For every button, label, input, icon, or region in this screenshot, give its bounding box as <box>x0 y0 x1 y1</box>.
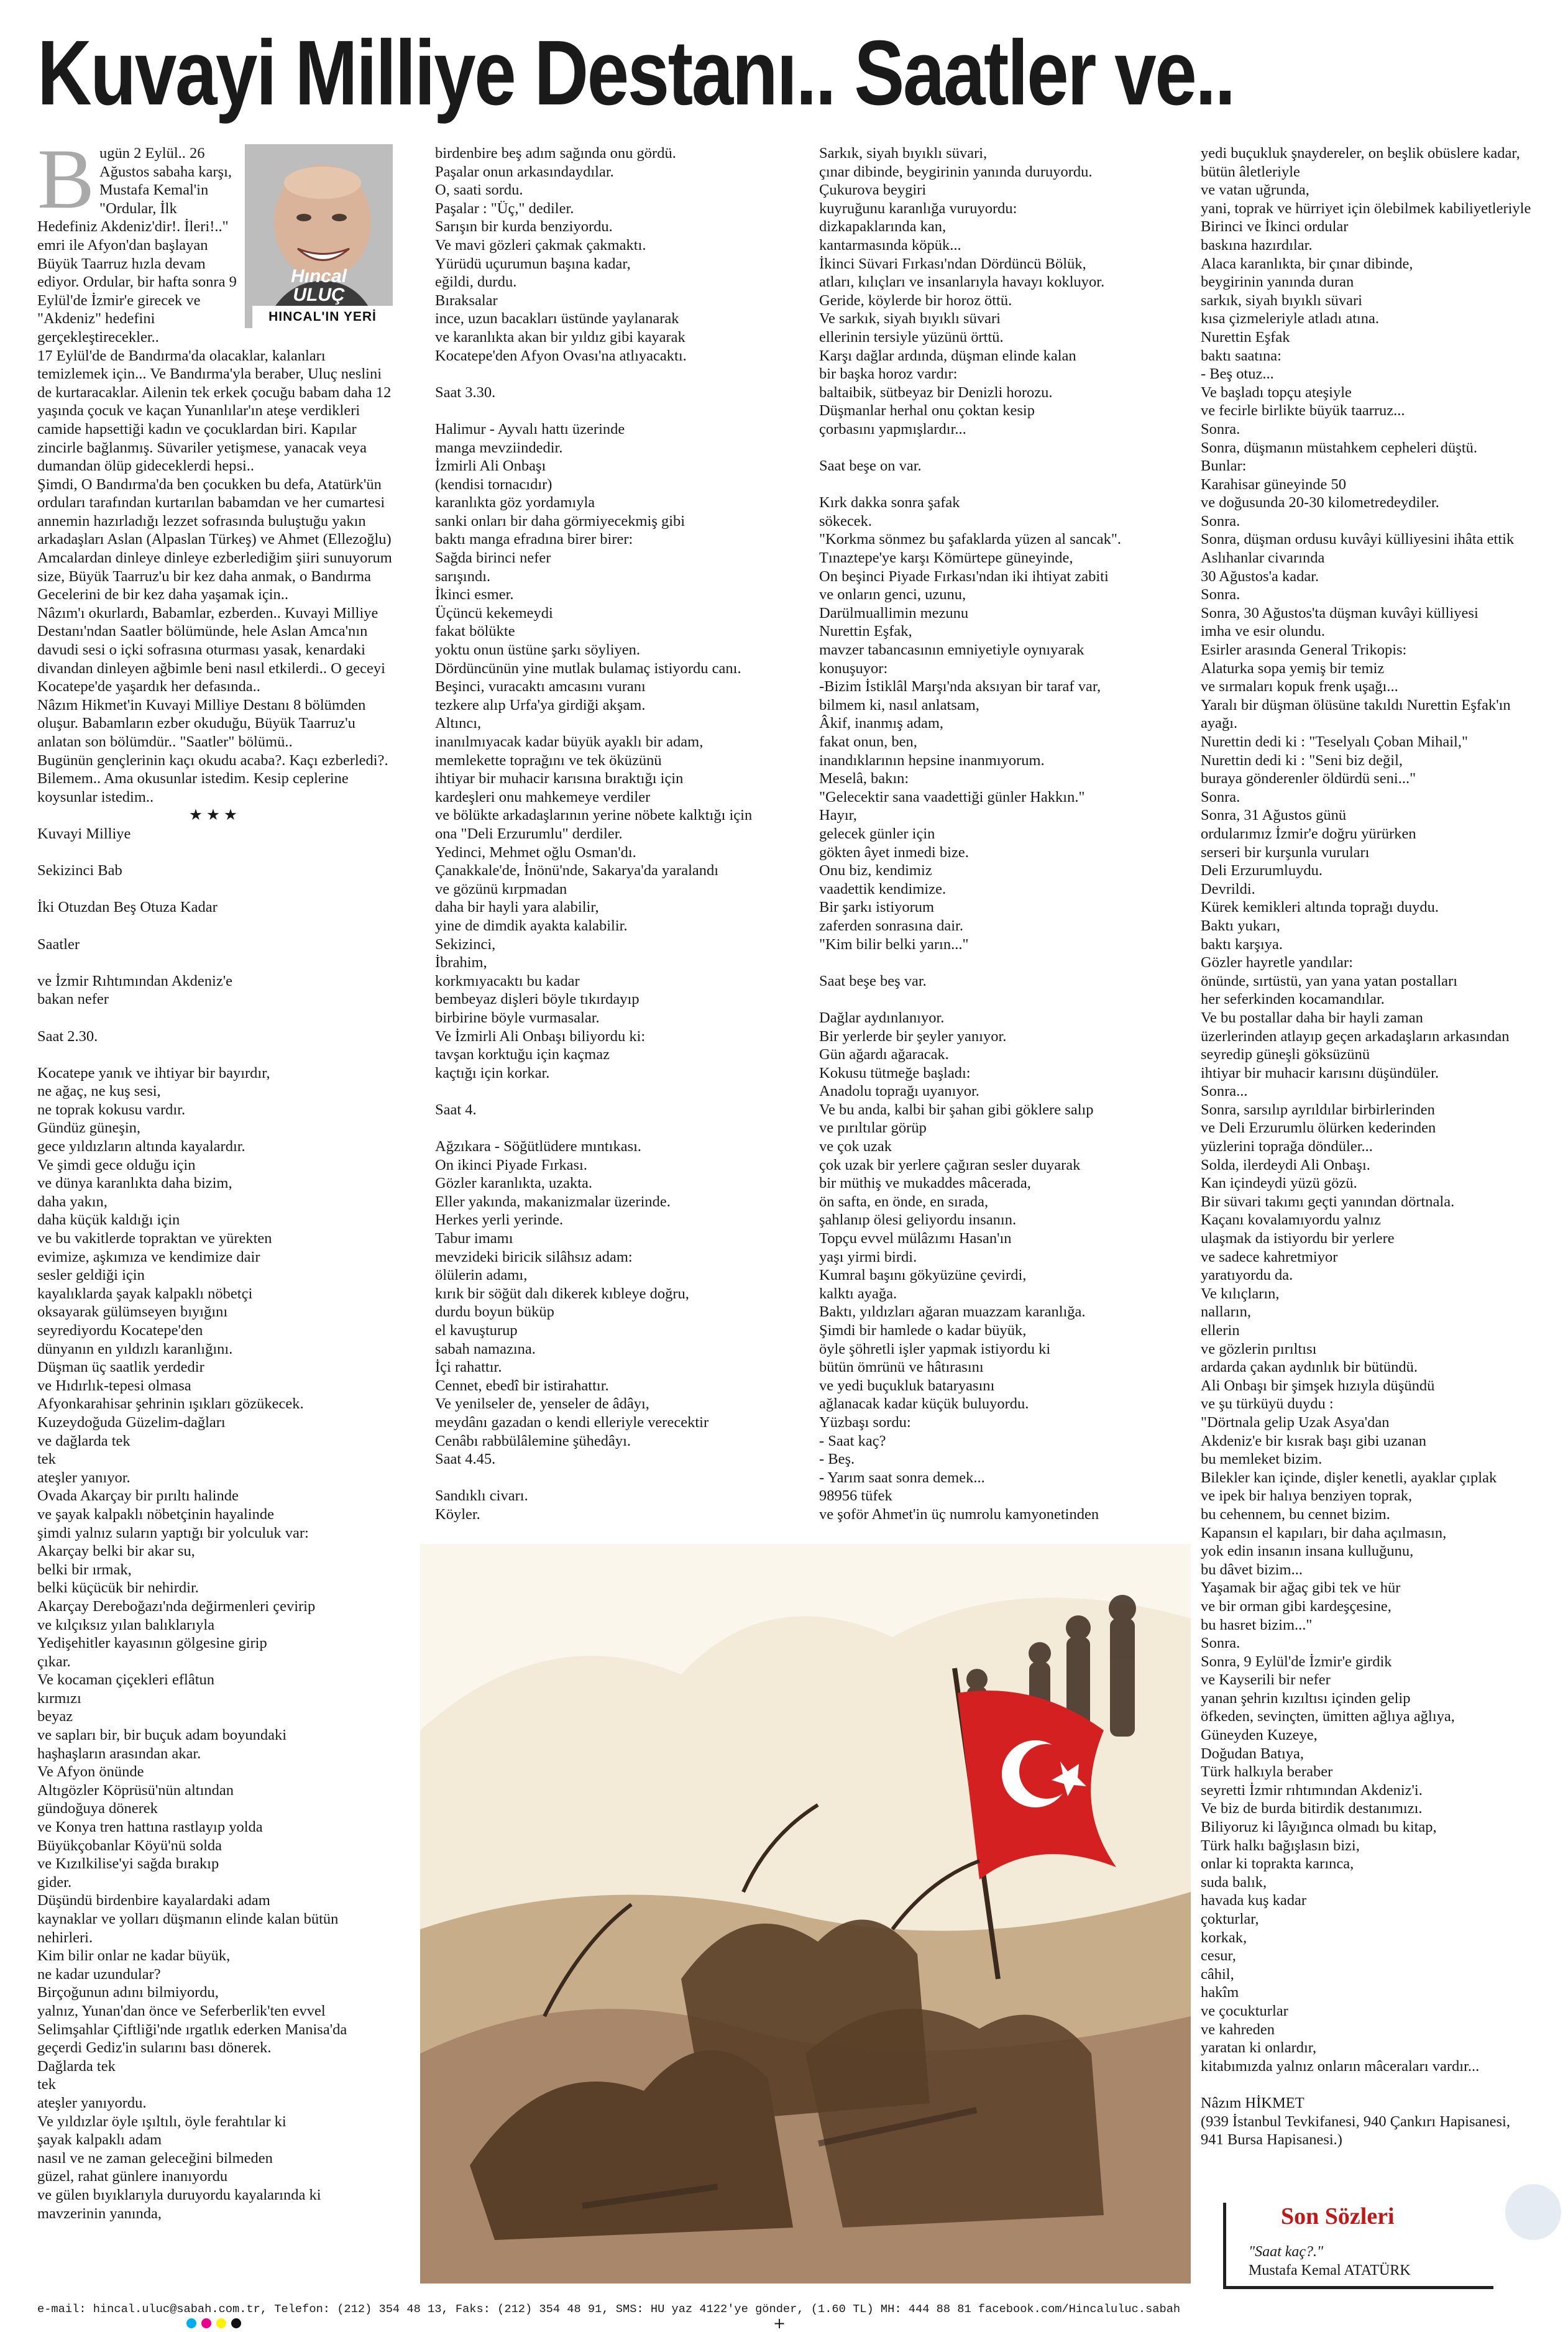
last-words-author: Mustafa Kemal ATATÜRK <box>1249 2262 1411 2279</box>
yellow-mark-icon <box>216 2318 226 2328</box>
battle-illustration <box>420 1544 1191 2284</box>
last-words-title: Son Sözleri <box>1281 2203 1395 2229</box>
section-divider: ★★★ <box>189 807 241 824</box>
intro-paragraph: ugün 2 Eylül.. 26 Ağustos sabaha karşı, Mustafa Kemal'in "Ordular, İlk Hedefiniz Akdeniz'dir!. İleri!.." emri ile Afyon'dan başlayan Büyük Taarruz hızla devam ediyor. Ordular, bir hafta sonra 9 Eylül'de İzmir'e girecek ve "Akdeniz" hedefini gerçekleştirecekler.. <box>37 145 237 346</box>
cyan-mark-icon <box>186 2318 196 2328</box>
poem-part-1: Kuvayi Milliye Sekizinci Bab İki Otuzdan Beş Otuza Kadar Saatler ve İzmir Rıhtımından Akdeniz'e bakan nefer Saat 2.30. Kocatepe yanık ve ihtiyar bir bayırdır, ne ağaç, ne kuş sesi, ne toprak kokusu vardır. Gündüz güneşin, gece yıldızların altında kayalardır. Ve şimdi gece olduğu için ve dünya karanlıkta daha bizim, daha yakın, daha küçük kaldığı için ve bu vakitlerde topraktan ve yürekten evimize, aşkımıza ve kendimize dair sesler geldiği için kayalıklarda şayak kalpaklı nöbetçi oksayarak gülümseyen bıyığını seyrediyordu Kocatepe'den dünyanın en yıldızlı karanlığını. Düşman üç saatlik yerdedir ve Hıdırlık-tepesi olmasa Afyonkarahisar şehrinin ışıkları gözükecek. Kuzeydoğuda Güzelim-dağları ve dağlarda tek tek ateşler yanıyor. Ovada Akarçay bir pırıltı halinde ve şayak kalpaklı nöbetçinin hayalinde şimdi yalnız suların yaptığı bir yolculuk var: Akarçay belki bir akar su, belki bir ırmak, belki küçücük bir nehirdir. Akarçay Dereboğazı'nda değirmenleri çevirip ve kılçıksız yılan balıklarıyla Yedişehitler kayasının gölgesine girip çıkar. Ve kocaman çiçekleri eflâtun kırmızı beyaz ve sapları bir, bir buçuk adam boyundaki haşhaşların arasından akar. Ve Afyon önünde Altıgözler Köprüsü'nün altından gündoğuya dönerek ve Konya tren hattına rastlayıp yolda Büyükçobanlar Köyü'nü solda ve Kızılkilise'yi sağda bırakıp gider. Düşündü birdenbire kayalardaki adam kaynaklar ve yolları düşmanın elinde kalan bütün nehirleri. Kim bilir onlar ne kadar büyük, ne kadar uzundular? Birçoğunun adını bilmiyordu, yalnız, Yunan'dan önce ve Seferberlik'ten evvel Selimşahlar Çiftliği'nde ırgatlık ederken Manisa'da geçerdi Gediz'in sularını bası dönerek. Dağlarda tek tek ateşler yanıyordu. Ve yıldızlar öyle ışıltılı, öyle ferahtılar ki şayak kalpaklı adam nasıl ve ne zaman geleceğini bilmeden güzel, rahat günlere inanıyordu ve gülen bıyıklarıyla duruyordu kayalarında ki mavzerinin yanında, <box>37 825 347 2222</box>
dropcap: B <box>37 131 95 226</box>
poem-part-4: yedi buçukluk şnaydereler, on beşlik obüslere kadar, bütün âletleriyle ve vatan uğrunda, yani, toprak ve hürriyet için ölebilmek kabiliyetleriyle Birinci ve İkinci ordular baskına hazırdılar. Alaca karanlıkta, bir çınar dibinde, beygirinin yanında duran sarkık, siyah bıyıklı süvari kısa çizmeleriyle atladı atına. Nurettin Eşfak baktı saatına: - Beş otuz... Ve başladı topçu ateşiyle ve fecirle birlikte büyük taarruz... Sonra. Sonra, düşmanın müstahkem cepheleri düştü. Bunlar: Karahisar güneyinde 50 ve doğusunda 20-30 kilometredeydiler. Sonra. Sonra, düşman ordusu kuvâyi külliyesini ihâta ettik Aslıhanlar civarında 30 Ağustos'a kadar. Sonra. Sonra, 30 Ağustos'ta düşman kuvâyi külliyesi imha ve esir olundu. Esirler arasında General Trikopis: Alaturka sopa yemiş bir temiz ve sırmaları kopuk frenk uşağı... Yaralı bir düşman ölüsüne takıldı Nurettin Eşfak'ın ayağı. Nurettin dedi ki : "Teselyalı Çoban Mihail," Nurettin dedi ki : "Seni biz değil, buraya gönderenler öldürdü seni..." Sonra. Sonra, 31 Ağustos günü ordularımız İzmir'e doğru yürürken serseri bir kurşunla vuruları Deli Erzurumluydu. Devrildi. Kürek kemikleri altında toprağı duydu. Baktı yukarı, baktı karşıya. Gözler hayretle yandılar: önünde, sırtüstü, yan yana yatan postalları her seferkinden kocamandılar. Ve bu postallar daha bir hayli zaman üzerlerinden atlayıp geçen arkadaşların arkasından seyredip güneşli göksüzünü ihtiyar bir muhacir karısını düşündüler. Sonra... Sonra, sarsılıp ayrıldılar birbirlerinden ve Deli Erzurumlu ölürken kederinden yüzlerini toprağa döndüler... Solda, ilerdeydi Ali Onbaşı. Kan içindeydi yüzü gözü. Bir süvari takımı geçti yanından dörtnala. Kaçanı kovalamıyordu yalnız ulaşmak da istiyordu bir yerlere ve sadece kahretmiyor yaratıyordu da. Ve kılıçların, nalların, ellerin ve gözlerin pırıltısı ardarda çakan aydınlık bir bütündü. Ali Onbaşı bir şimşek hızıyla düşündü ve şu türküyü duydu : "Dörtnala gelip Uzak Asya'dan Akdeniz'e bir kısrak başı gibi uzanan bu memleket bizim. Bilekler kan içinde, dişler kenetli, ayaklar çıplak ve ipek bir halıya benziyen toprak, bu cehennem, bu cennet bizim. Kapansın el kapıları, bir daha açılmasın, yok edin insanın insana kulluğunu, bu dâvet bizim... Yaşamak bir ağaç gibi tek ve hür ve bir orman gibi kardeşçesine, bu hasret bizim..." Sonra. Sonra, 9 Eylül'de İzmir'e girdik ve Kayserili bir nefer yanan şehrin kızıltısı içinden gelip öfkeden, sevinçten, ümitten ağlıya ağlıya, Güneyden Kuzeye, Doğudan Batıya, Türk halkıyla beraber seyretti İzmir rıhtımından Akdeniz'i. Ve biz de burda bitirdik destanımızı. Biliyoruz ki lâyığınca olmadı bu kitap, Türk halkı bağışlasın bizi, onlar ki toprakta karınca, suda balık, havada kuş kadar çokturlar, korkak, cesur, câhil, hakîm ve çocukturlar ve kahreden yaratan ki onlardır, kitabımızda yalnız onların mâceraları vardır... Nâzım HİKMET (939 İstanbul Tevkifanesi, 940 Çankırı Hapisanesi, 941 Bursa Hapisanesi.) <box>1201 145 1531 2149</box>
column-tag: HINCAL'IN YERİ <box>252 306 393 328</box>
contact-footer: e-mail: hincal.uluc@sabah.com.tr, Telefon: (212) 354 48 13, Faks: (212) 354 48 91, SMS: HU yaz 4122'ye gönder, (1.60 TL) MH: 444 88 81 facebook.com/Hincaluluc.sabah <box>37 2302 1181 2316</box>
author-last-name: ULUÇ <box>293 285 345 305</box>
poem-part-2: birdenbire beş adım sağında onu gördü. Paşalar onun arkasındaydılar. O, saati sordu. Paşalar : "Üç," dediler. Sarışın bir kurda benziyordu. Ve mavi gözleri çakmak çakmaktı. Yürüdü uçurumun başına kadar, eğildi, durdu. Bıraksalar ince, uzun bacakları üstünde yaylanarak ve karanlıkta akan bir yıldız gibi kayarak Kocatepe'den Afyon Ovası'na atlıyacaktı. Saat 3.30. Halimur - Ayvalı hattı üzerinde manga mevziindedir. İzmirli Ali Onbaşı (kendisi tornacıdır) karanlıkta göz yordamıyla sanki onları bir daha görmiyecekmiş gibi baktı manga efradına birer birer: Sağda birinci nefer sarışındı. İkinci esmer. Üçüncü kekemeydi fakat bölükte yoktu onun üstüne şarkı söyliyen. Dördüncünün yine mutlak bulamaç istiyordu canı. Beşinci, vuracaktı amcasını vuranı tezkere alıp Urfa'ya girdiği akşam. Altıncı, inanılmıyacak kadar büyük ayaklı bir adam, memlekette toprağını ve tek öküzünü ihtiyar bir muhacir karısına bıraktığı için kardeşleri onu mahkemeye verdiler ve bölükte arkadaşlarının yerine nöbete kalktığı için ona "Deli Erzurumlu" derdiler. Yedinci, Mehmet oğlu Osman'dı. Çanakkale'de, İnönü'nde, Sakarya'da yaralandı ve gözünü kırpmadan daha bir hayli yara alabilir, yine de dimdik ayakta kalabilir. Sekizinci, İbrahim, korkmıyacaktı bu kadar bembeyaz dişleri böyle tıkırdayıp birbirine böyle vurmasalar. Ve İzmirli Ali Onbaşı biliyordu ki: tavşan korktuğu için kaçmaz kaçtığı için korkar. Saat 4. Ağzıkara - Söğütlüdere mıntıkası. On ikinci Piyade Fırkası. Gözler karanlıkta, uzakta. Eller yakında, makanizmalar üzerinde. Herkes yerli yerinde. Tabur imamı mevzideki biricik silâhsız adam: ölülerin adamı, kırık bir söğüt dalı dikerek kıbleye doğru, durdu boyun büküp el kavuşturup sabah namazına. İçi rahattır. Cennet, ebedî bir istirahattır. Ve yenilseler de, yenseler de âdâyı, meydânı gazadan o kendi elleriyle verecektir Cenâbı rabbülâlemine şühedâyı. Saat 4.45. Sandıklı civarı. Köyler. <box>435 145 753 1523</box>
poem-part-3: Sarkık, siyah bıyıklı süvari, çınar dibinde, beygirinin yanında duruyordu. Çukurova beygiri kuyruğunu karanlığa vuruyordu: dizkapaklarında kan, kantarmasında köpük... İkinci Süvari Fırkası'ndan Dördüncü Bölük, atları, kılıçları ve insanlarıyla havayı kokluyor. Geride, köylerde bir horoz öttü. Ve sarkık, siyah bıyıklı süvari ellerinin tersiyle yüzünü örttü. Karşı dağlar ardında, düşman elinde kalan bir başka horoz vardır: baltaibik, sütbeyaz bir Denizli horozu. Düşmanlar herhal onu çoktan kesip çorbasını yapmışlardır... Saat beşe on var. Kırk dakka sonra şafak sökecek. "Korkma sönmez bu şafaklarda yüzen al sancak". Tınaztepe'ye karşı Kömürtepe güneyinde, On beşinci Piyade Fırkası'ndan iki ihtiyat zabiti ve onların genci, uzunu, Darülmuallimin mezunu Nurettin Eşfak, mavzer tabancasının emniyetiyle oynıyarak konuşuyor: -Bizim İstiklâl Marşı'nda aksıyan bir taraf var, bilmem ki, nasıl anlatsam, Âkif, inanmış adam, fakat onun, ben, inandıklarının hepsine inanmıyorum. Meselâ, bakın: "Gelecektir sana vaadettiği günler Hakkın." Hayır, gelecek günler için gökten âyet inmedi bize. Onu biz, kendimiz vaadettik kendimize. Bir şarkı istiyorum zaferden sonrasına dair. "Kim bilir belki yarın..." Saat beşe beş var. Dağlar aydınlanıyor. Bir yerlerde bir şeyler yanıyor. Gün ağardı ağaracak. Kokusu tütmeğe başladı: Anadolu toprağı uyanıyor. Ve bu anda, kalbi bir şahan gibi göklere salıp ve pırıltılar görüp ve çok uzak çok uzak bir yerlere çağıran sesler duyarak bir müthiş ve mukaddes mâcerada, ön safta, en önde, en sırada, şahlanıp ölesi geliyordu insanın. Topçu evvel mülâzımı Hasan'ın yaşı yirmi birdi. Kumral başını gökyüzüne çevirdi, kalktı ayağa. Baktı, yıldızları ağaran muazzam karanlığa. Şimdi bir hamlede o kadar büyük, öyle şöhretli işler yapmak istiyordu ki bütün ömrünü ve hâtırasını ve yedi buçukluk bataryasını ağlanacak kadar küçük buluyordu. Yüzbaşı sordu: - Saat kaç? - Beş. - Yarım saat sonra demek... 98956 tüfek ve şoför Ahmet'in üç numrolu kamyonetinden <box>819 145 1121 1523</box>
crop-cross-icon: + <box>773 2315 786 2332</box>
last-words-quote: "Saat kaç?." <box>1249 2244 1324 2260</box>
article-column-3 <box>819 144 1183 1524</box>
article-column-4 <box>1201 144 1536 2149</box>
article-column-2 <box>435 144 802 1524</box>
intro-body: 17 Eylül'de de Bandırma'da olacaklar, kalanları temizlemek için... Ve Bandırma'yla beraber, Uluç neslini de kurtaracaklar. Ailenin tek erkek çocuğu babam daha 12 yaşında çocuk ve kaçan Yunanlılar'ın ateşe verdikleri camide hapsettiği kadın ve çocuklardan biri. Kapılar zincirle bağlanmış. Süvariler yetişmese, yanacak veya dumandan ölüp gideceklerdi hepsi.. Şimdi, O Bandırma'da ben çocukken bu defa, Atatürk'ün orduları tarafından kurtarılan babamdan ve her cumartesi annemin hazırladığı lezzet sofrasında buluştuğu yakın arkadaşları Aslan (Alpaslan Türkeş) ve Ahmet (Ellezoğlu) Amcalardan dinleye dinleye ezberlediğim şiiri sunuyorum size, Büyük Taarruz'u bir kez daha anmak, o Bandırma Gecelerini de bir kez daha yaşamak için.. Nâzım'ı okurlardı, Babamlar, ezberden.. Kuvayi Milliye Destanı'ndan Saatler bölümünde, hele Aslan Amca'nın davudi sesi o içki sofrasına oturması yasak, kenardaki divandan dinleyen ağbimle beni nasıl etkilerdi.. O geceyi Kocatepe'de yaşardık her defasında.. Nâzım Hikmet'in Kuvayi Milliye Destanı 8 bölümden oluşur. Babamların ezber okuduğu, Büyük Taarruz'u anlatan son bölümdür.. "Saatler" bölümü.. Bugünün gençlerinin kaçı okudu acaba?. Kaçı ezberledi?. Bilemem.. Ama okusunlar istedim. Kesip ceplerine koysunlar istedim.. <box>37 347 392 806</box>
magenta-mark-icon <box>201 2318 211 2328</box>
decorative-circle <box>1505 2184 1561 2240</box>
last-words-box <box>1223 2203 1493 2289</box>
headline: Kuvayi Milliye Destanı.. Saatler ve.. <box>37 22 1234 124</box>
black-mark-icon <box>231 2318 241 2328</box>
article-column-1 <box>37 131 393 2223</box>
author-first-name: Hıncal <box>290 266 347 287</box>
author-name <box>245 267 393 305</box>
registration-marks <box>186 2318 246 2328</box>
author-photo <box>245 144 393 328</box>
